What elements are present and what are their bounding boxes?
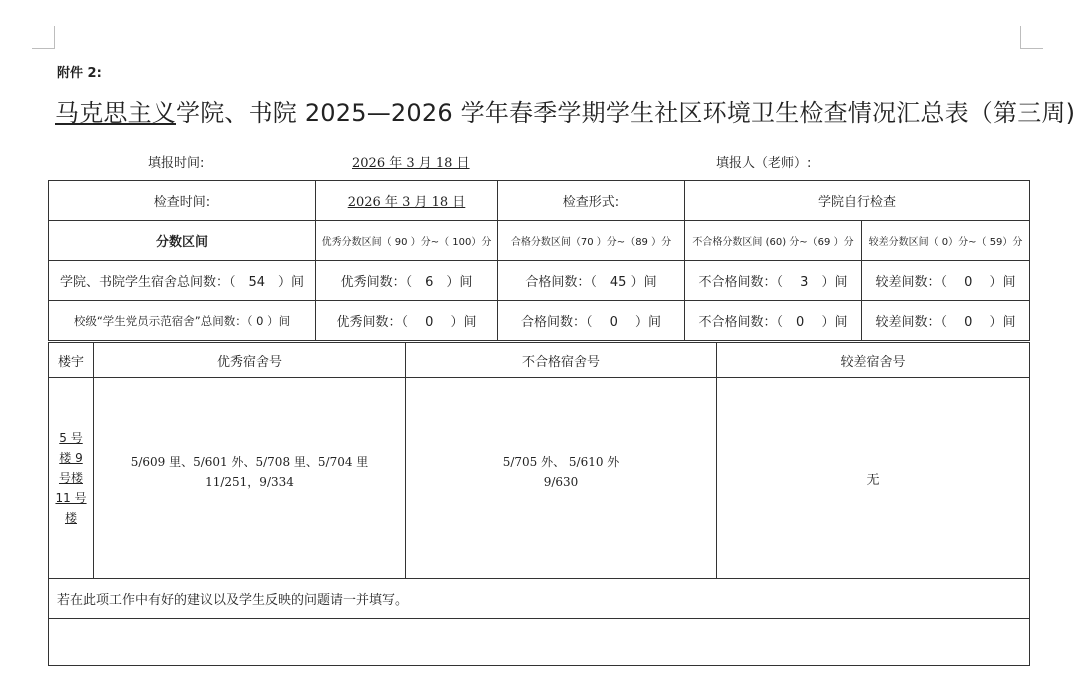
filler-label: 填报人（老师）: — [716, 156, 812, 171]
building-cell — [49, 378, 94, 579]
building-line: 5 号 — [59, 431, 83, 445]
document-title — [55, 93, 1075, 128]
check-time-row — [49, 181, 1030, 221]
title-rest: 学院、书院 2025—2026 学年春季学期学生社区环境卫生检查情况汇总表（第三周) — [176, 99, 1076, 127]
fail-rooms-line: 9/630 — [543, 475, 579, 489]
party-fail-count: 不合格间数：（ 0 ）间 — [685, 301, 862, 341]
party-pass-count: 合格间数：（ 0 ）间 — [498, 301, 685, 341]
party-poor-count: 较差间数：（ 0 ）间 — [862, 301, 1030, 341]
total-rooms: 学院、书院学生宿舍总间数：（ 54 ）间 — [49, 261, 316, 301]
poor-rooms-cell: 无 — [717, 378, 1030, 579]
page-corner-mark-right — [1020, 26, 1043, 49]
score-range-row — [49, 221, 1030, 261]
excellent-rooms-line: 11/251，9/334 — [205, 475, 294, 489]
attachment-label: 附件 2: — [57, 66, 102, 81]
room-count-row — [49, 261, 1030, 301]
check-form-value: 学院自行检查 — [685, 181, 1030, 221]
suggestion-prompt: 若在此项工作中有好的建议以及学生反映的问题请一并填写。 — [49, 579, 1030, 619]
suggestion-prompt-row — [49, 579, 1030, 619]
excellent-range: 优秀分数区间（ 90 ）分~（ 100）分 — [316, 221, 498, 261]
poor-count: 较差间数：（ 0 ）间 — [862, 261, 1030, 301]
suggestion-row — [49, 619, 1030, 666]
excellent-rooms-cell — [94, 378, 406, 579]
poor-range: 较差分数区间（ 0）分~（ 59）分 — [862, 221, 1030, 261]
col-poor-rooms: 较差宿舍号 — [717, 343, 1030, 378]
building-line: 楼 — [64, 511, 77, 525]
title-college: 马克思主义 — [55, 99, 176, 127]
excellent-count: 优秀间数：（ 6 ）间 — [316, 261, 498, 301]
col-excellent-rooms: 优秀宿舍号 — [94, 343, 406, 378]
col-fail-rooms: 不合格宿舍号 — [406, 343, 717, 378]
fail-count: 不合格间数：（ 3 ）间 — [685, 261, 862, 301]
fail-rooms-line: 5/705 外、 5/610 外 — [502, 455, 620, 469]
party-dorm-row — [49, 301, 1030, 341]
dorm-number-table — [48, 342, 1030, 666]
building-line: 楼 9 — [59, 451, 83, 465]
dorm-data-row — [49, 378, 1030, 579]
pass-range: 合格分数区间（70 ）分~（89 ）分 — [498, 221, 685, 261]
excellent-rooms-line: 5/609 里、5/601 外、5/708 里、5/704 里 — [130, 455, 369, 469]
party-total: 校级“学生党员示范宿舍”总间数：（ 0 ）间 — [49, 301, 316, 341]
pass-count: 合格间数：（ 45 ）间 — [498, 261, 685, 301]
fill-time-label: 填报时间: — [148, 156, 205, 171]
summary-table — [48, 180, 1030, 341]
col-building: 楼宇 — [49, 343, 94, 378]
page-corner-mark-left — [32, 26, 55, 49]
check-time-value: 2026 年 3 月 18 日 — [316, 181, 498, 221]
suggestion-field[interactable] — [49, 619, 1030, 666]
check-form-label: 检查形式: — [498, 181, 685, 221]
score-range-label: 分数区间 — [49, 221, 316, 261]
building-line: 11 号 — [55, 491, 87, 505]
fail-rooms-cell — [406, 378, 717, 579]
fail-range: 不合格分数区间 (60) 分~（69 ）分 — [685, 221, 862, 261]
building-line: 号楼 — [58, 471, 83, 485]
dorm-header-row — [49, 343, 1030, 378]
fill-time-value: 2026 年 3 月 18 日 — [352, 156, 470, 171]
party-excellent-count: 优秀间数：（ 0 ）间 — [316, 301, 498, 341]
check-time-label: 检查时间: — [49, 181, 316, 221]
